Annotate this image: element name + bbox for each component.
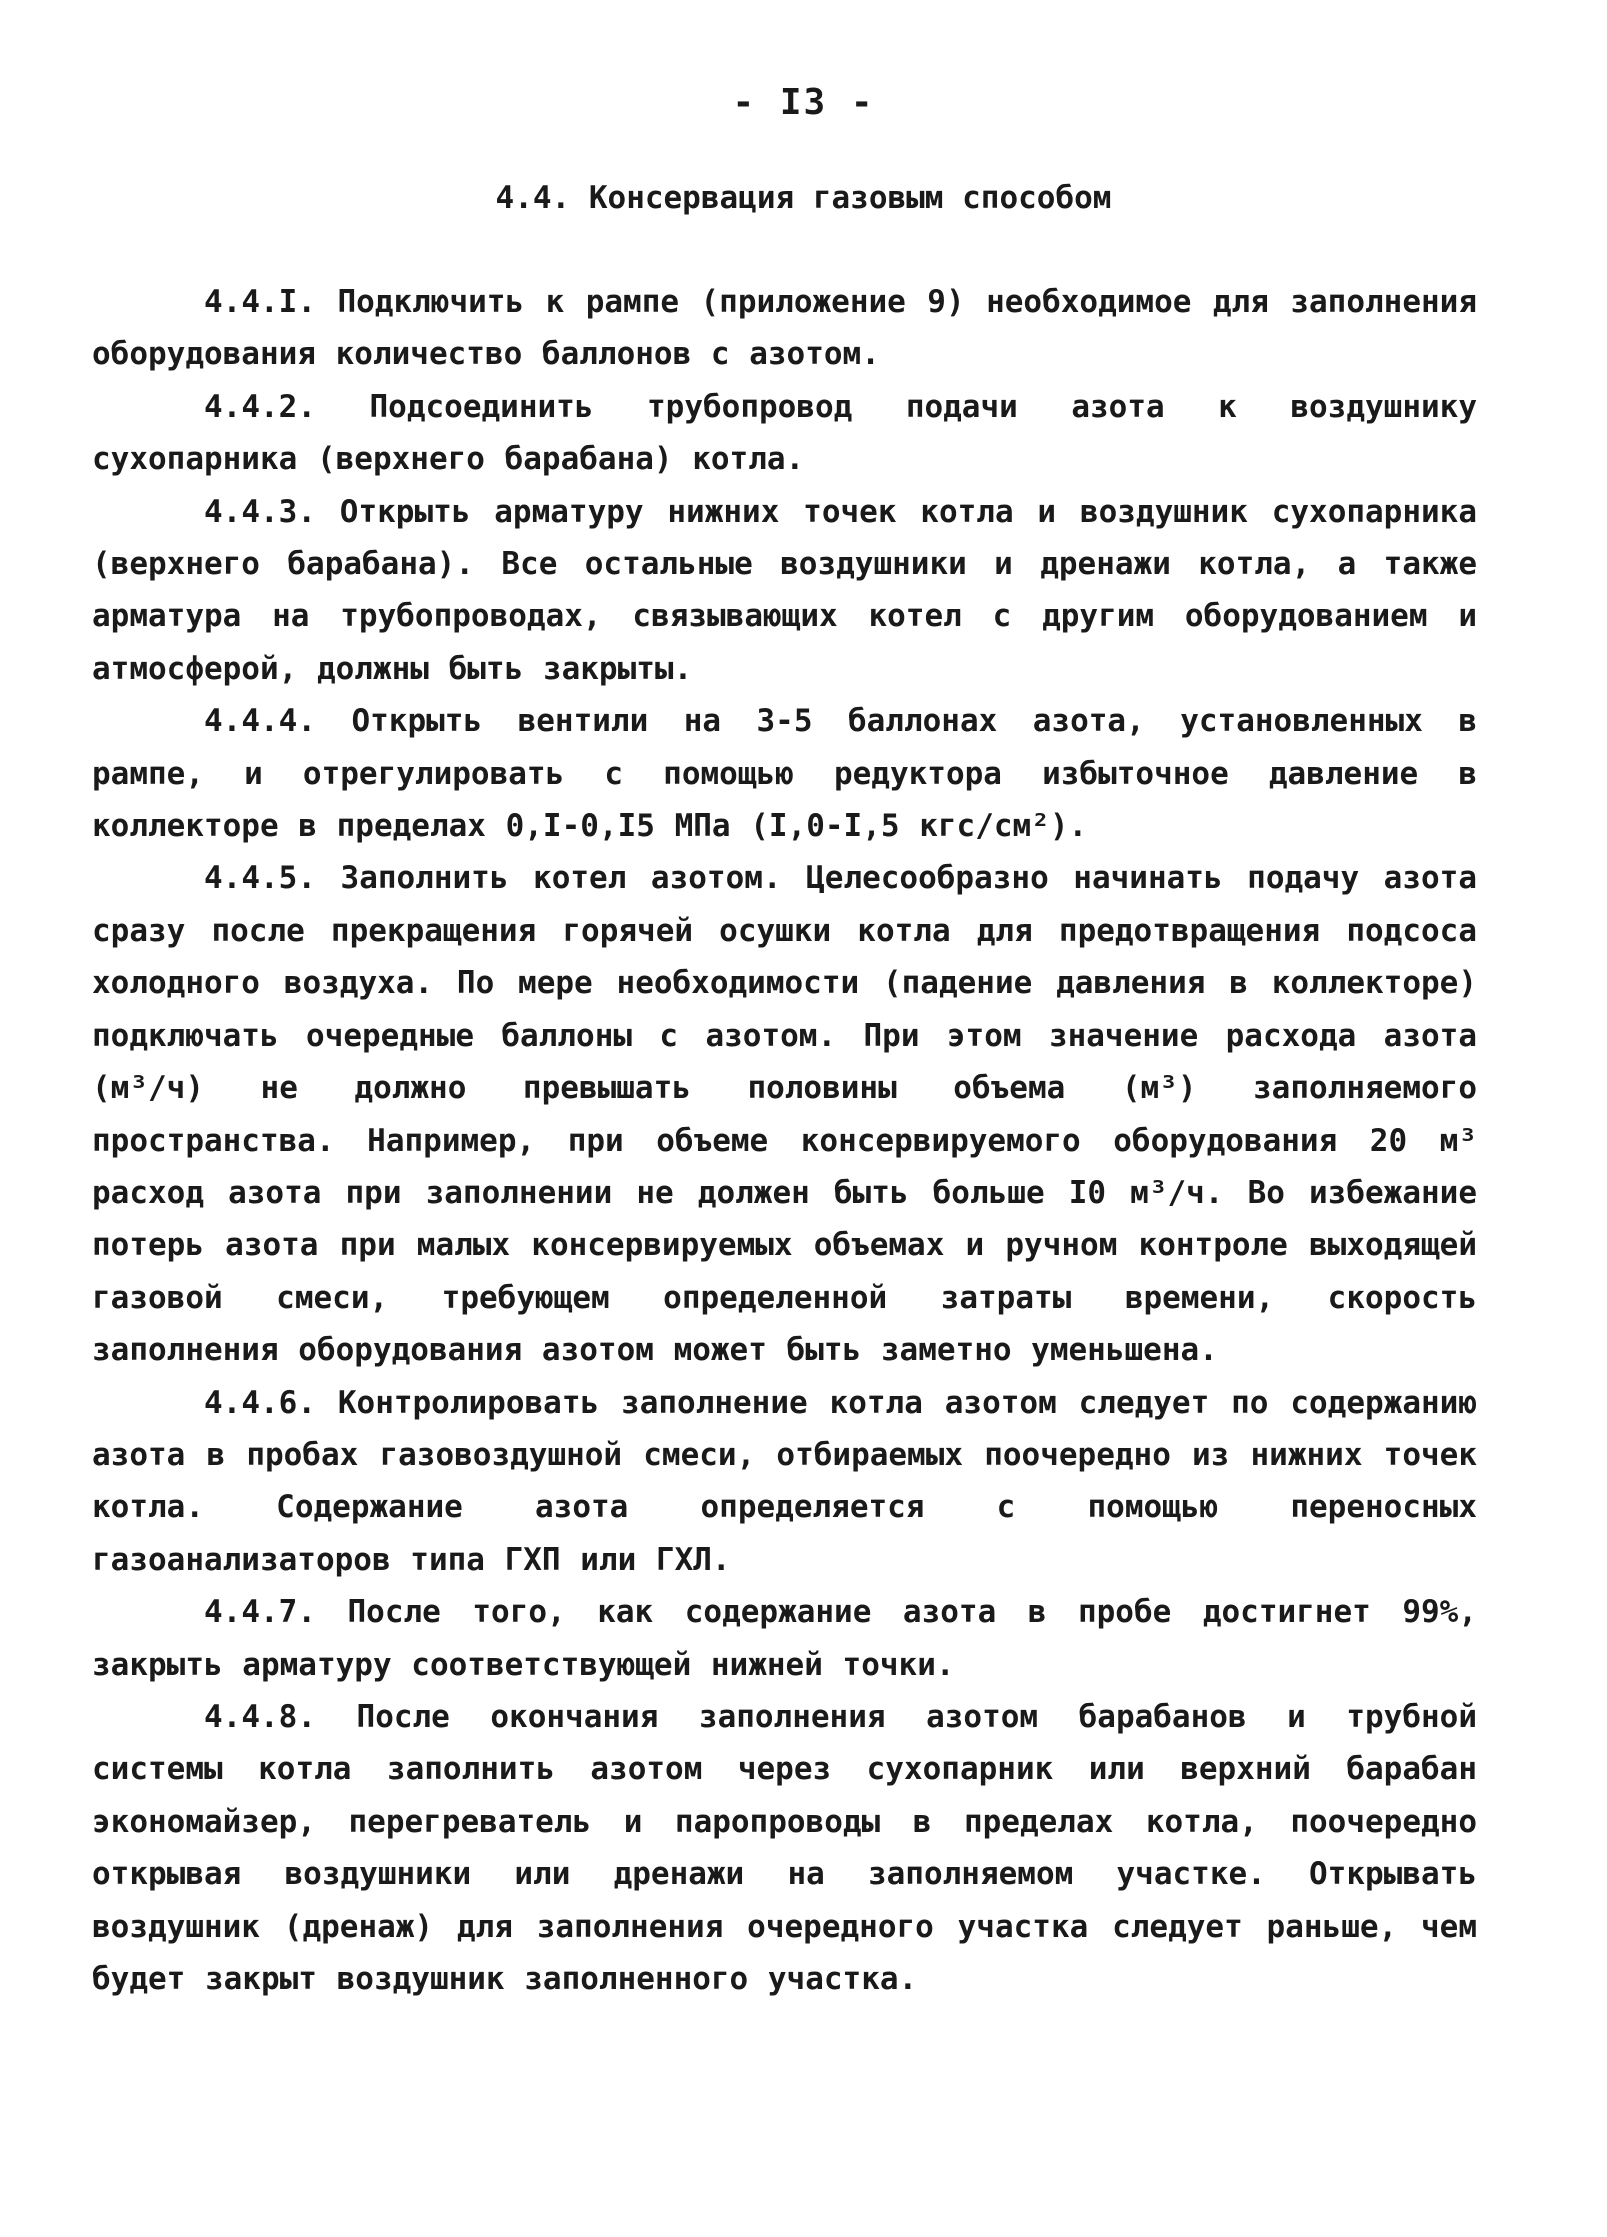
paragraph-4-4-8: 4.4.8. После окончания заполнения азотом барабанов и трубной системы котла заполнить азотом через сухопарник или верхний барабан экономайзер, перегреватель и паропроводы в пределах котла, поочередно открывая воздушники или дренажи на заполняемом участке. Открывать воздушник (дренаж) для заполнения очередного участка следует раньше, чем будет закрыт воздушник заполненного участка.: [92, 1698, 1477, 1997]
paragraph-4-4-6: 4.4.6. Контролировать заполнение котла азотом следует по содержанию азота в пробах газовоздушной смеси, отбираемых поочередно из нижних точек котла. Содержание азота определяется с помощью переносных газоанализаторов типа ГХП или ГХЛ.: [92, 1384, 1477, 1578]
paragraph-4-4-5: 4.4.5. Заполнить котел азотом. Целесообразно начинать подачу азота сразу после прекращения горячей осушки котла для предотвращения подсоса холодного воздуха. По мере необходимости (падение давления в коллекторе) подключать очередные баллоны с азотом. При этом значение расхода азота (м³/ч) не должно превышать половины объема (м³) заполняемого пространства. Например, при объеме консервируемого оборудования 20 м³ расход азота при заполнении не должен быть больше I0 м³/ч. Во избежание потерь азота при малых консервируемых объемах и ручном контроле выходящей газовой смеси, требующем определенной затраты времени, скорость заполнения оборудования азотом может быть заметно уменьшена.: [92, 860, 1477, 1369]
paragraph-4-4-4: 4.4.4. Открыть вентили на 3-5 баллонах азота, установленных в рампе, и отрегулировать с помощью редуктора избыточное давление в коллекторе в пределах 0,I-0,I5 МПа (I,0-I,5 кгс/см²).: [92, 703, 1477, 845]
page-number: - I3 -: [732, 82, 875, 123]
paragraph-4-4-2: 4.4.2. Подсоединить трубопровод подачи азота к воздушнику сухопарника (верхнего барабана) котла.: [92, 388, 1477, 478]
body-text: [92, 276, 1477, 2005]
paragraph-4-4-3: 4.4.3. Открыть арматуру нижних точек котла и воздушник сухопарника (верхнего барабана). Все остальные воздушники и дренажи котла, а также арматура на трубопроводах, связывающих котел с другим оборудованием и атмосферой, должны быть закрыты.: [92, 493, 1477, 687]
paragraph-4-4-7: 4.4.7. После того, как содержание азота в пробе достигнет 99%, закрыть арматуру соответствующей нижней точки.: [92, 1594, 1477, 1683]
section-title: 4.4. Консервация газовым способом: [495, 180, 1112, 216]
paragraph-4-4-1: 4.4.I. Подключить к рампе (приложение 9) необходимое для заполнения оборудования количество баллонов с азотом.: [92, 284, 1477, 373]
